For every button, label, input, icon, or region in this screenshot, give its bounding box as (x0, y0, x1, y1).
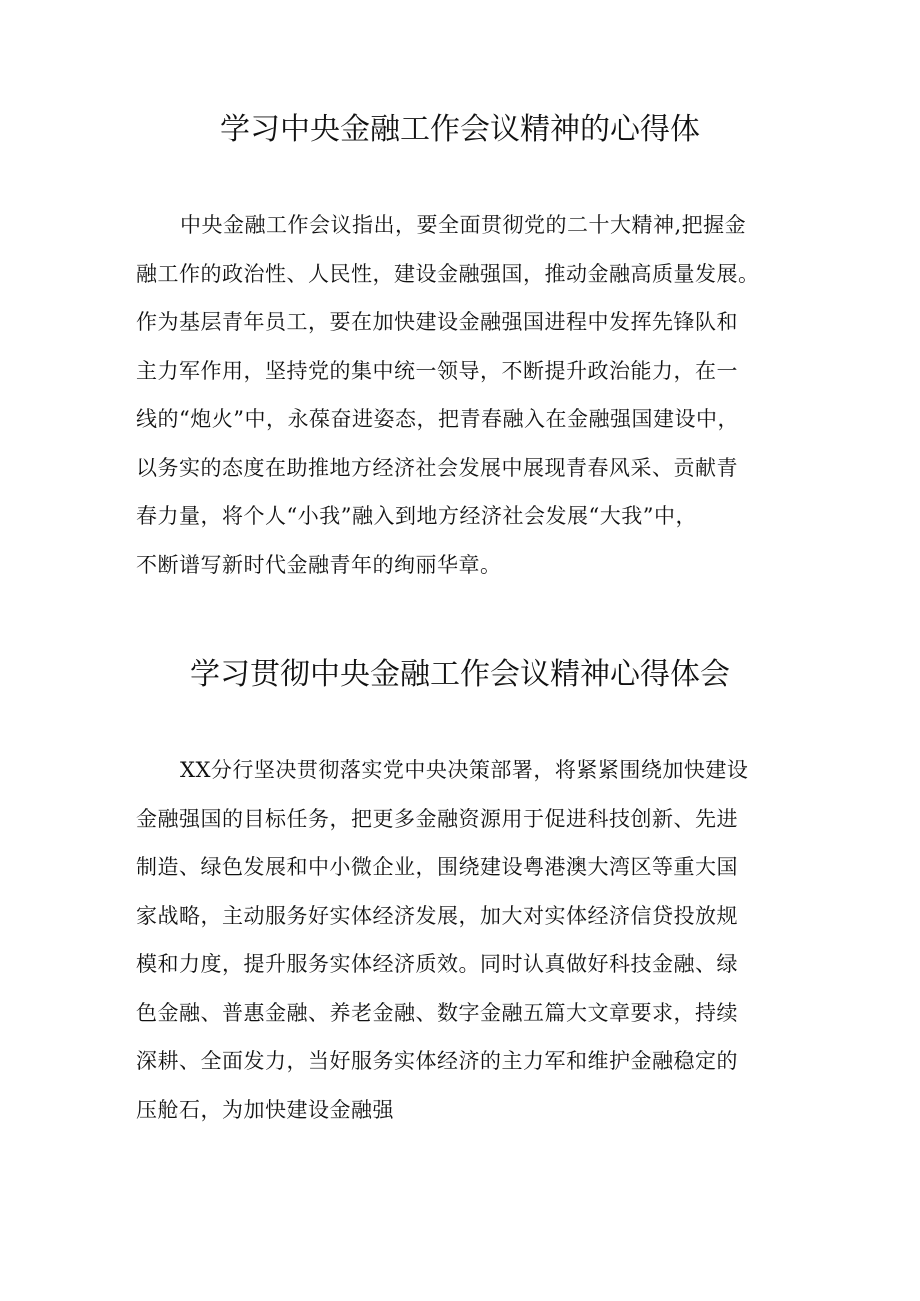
paragraph-line: 深耕、全面发力，当好服务实体经济的主力军和维护金融稳定的 (136, 1049, 738, 1073)
article-2-title: 学习贯彻中央金融工作会议精神心得体会 (190, 657, 730, 692)
paragraph-line: 春力量，将个人“小我”融入到地方经济社会发展“大我”中， (136, 504, 697, 528)
paragraph-line: 不断谱写新时代金融青年的绚丽华章。 (136, 552, 502, 577)
article-2-body (136, 746, 816, 1134)
article-1-body (136, 201, 816, 589)
paragraph-line: XX分行坚决贯彻落实党中央决策部署，将紧紧围绕加快建设 (180, 758, 749, 782)
paragraph-line: 作为基层青年员工，要在加快建设金融强国进程中发挥先锋队和 (136, 310, 738, 334)
paragraph-line: 线的“炮火”中，永葆奋进姿态，把青春融入在金融强国建设中， (136, 407, 739, 431)
article-1-title: 学习中央金融工作会议精神的心得体 (220, 112, 700, 147)
paragraph-line: 色金融、普惠金融、养老金融、数字金融五篇大文章要求，持续 (136, 1000, 738, 1025)
paragraph-line: 中央金融工作会议指出，要全面贯彻党的二十大精神,把握金 (180, 213, 747, 237)
paragraph-line: 家战略，主动服务好实体经济发展，加大对实体经济信贷投放规 (136, 903, 738, 928)
paragraph-line: 以务实的态度在助推地方经济社会发展中展现青春风采、贡献青 (136, 455, 738, 480)
paragraph-line: 模和力度，提升服务实体经济质效。同时认真做好科技金融、绿 (136, 952, 738, 976)
paragraph-line: 压舱石，为加快建设金融强 (136, 1097, 394, 1122)
paragraph-line: 制造、绿色发展和中小微企业，围绕建设粤港澳大湾区等重大国 (136, 855, 738, 879)
paragraph-line: 金融强国的目标任务，把更多金融资源用于促进科技创新、先进 (136, 806, 738, 831)
paragraph-line: 主力军作用，坚持党的集中统一领导，不断提升政治能力，在一 (136, 358, 738, 383)
paragraph-line: 融工作的政治性、人民性，建设金融强国，推动金融高质量发展。 (136, 261, 760, 286)
